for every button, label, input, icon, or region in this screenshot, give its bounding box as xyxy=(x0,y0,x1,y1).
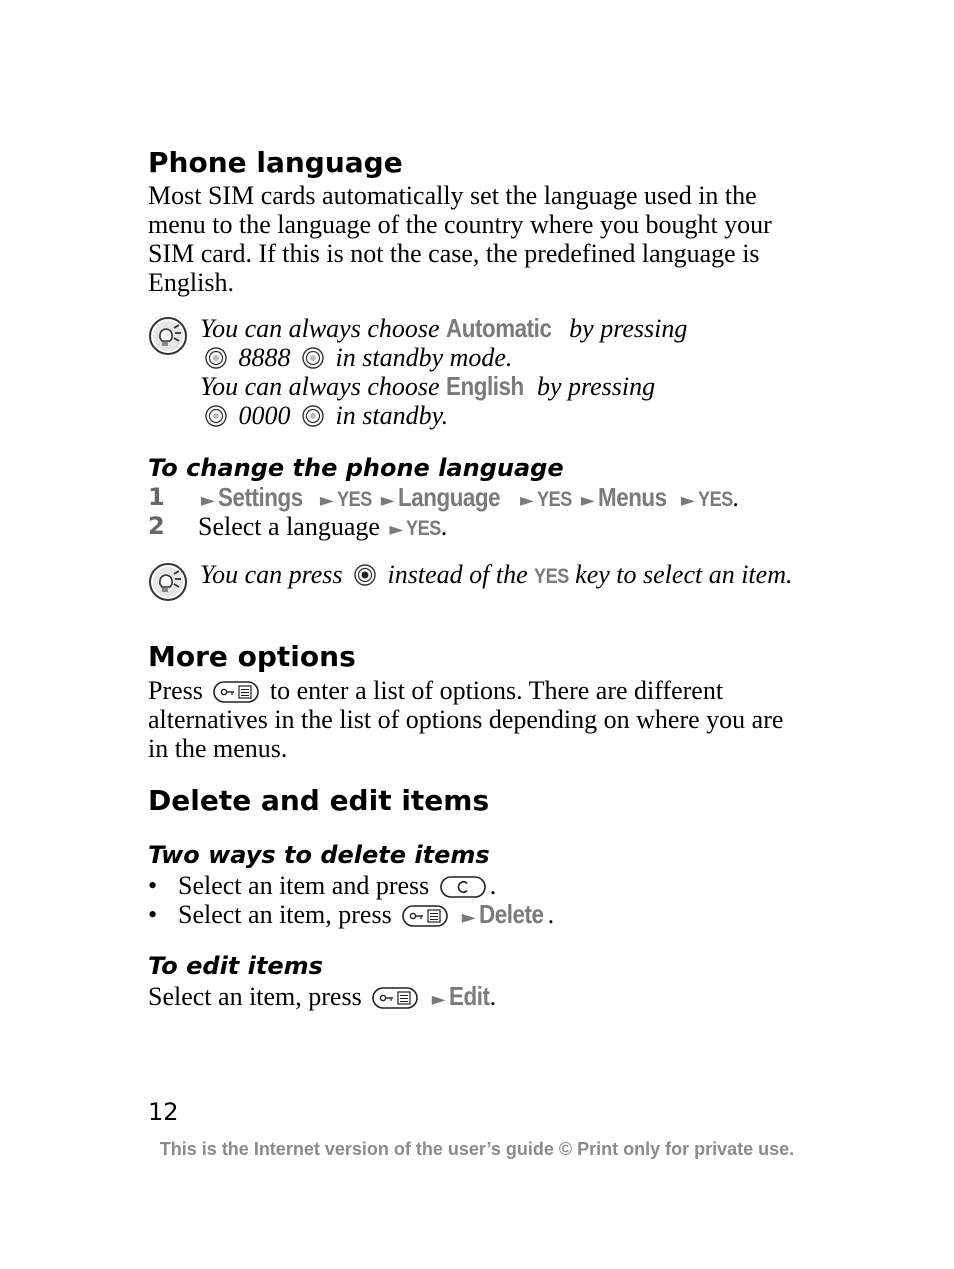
bullet-2-text: Select an item, press xyxy=(178,900,392,929)
code-8888: 8888 xyxy=(238,343,291,372)
arrow-icon: ► xyxy=(519,490,534,511)
period: . xyxy=(547,900,555,929)
tip-automatic-post: in standby mode. xyxy=(335,343,513,372)
more-options-pre: Press xyxy=(148,676,203,705)
options-key-icon xyxy=(402,905,448,927)
menu-language: Language xyxy=(397,482,500,512)
joystick-icon xyxy=(204,404,228,428)
tip-language-shortcuts xyxy=(148,314,800,430)
bullet-delete-c xyxy=(148,871,818,900)
bullet-delete-menu xyxy=(148,900,818,932)
period: . xyxy=(732,483,739,512)
arrow-icon: ► xyxy=(201,490,215,511)
tip-lightbulb-icon xyxy=(148,316,188,356)
arrow-icon: ► xyxy=(461,907,476,928)
delete-edit-heading: Delete and edit items xyxy=(148,784,490,817)
phone-language-heading: Phone language xyxy=(148,146,403,179)
more-options-body xyxy=(148,676,788,763)
change-language-heading: To change the phone language xyxy=(148,454,564,482)
keyword-english: English xyxy=(446,371,524,401)
page-number: 12 xyxy=(148,1098,179,1126)
bullet-1-text: Select an item and press xyxy=(178,871,430,900)
arrow-icon: ► xyxy=(389,519,404,540)
tip-english-mid: by pressing xyxy=(536,372,656,401)
joystick-icon xyxy=(301,346,325,370)
step-number: 1 xyxy=(148,483,165,511)
options-key-icon xyxy=(213,681,259,703)
two-ways-heading: Two ways to delete items xyxy=(148,841,490,869)
keyword-automatic: Automatic xyxy=(446,313,552,343)
tip-english xyxy=(200,372,800,430)
menu-edit: Edit xyxy=(448,981,490,1011)
key-yes: YES xyxy=(697,488,733,511)
key-yes: YES xyxy=(336,488,372,511)
more-options-heading: More options xyxy=(148,640,356,673)
key-yes: YES xyxy=(536,488,572,511)
edit-items-heading: To edit items xyxy=(148,952,323,980)
footer-notice: This is the Internet version of the user’s guide © Print only for private use. xyxy=(159,1139,795,1159)
period: . xyxy=(440,512,448,541)
step-2 xyxy=(148,512,878,544)
tip-english-pre: You can always choose xyxy=(200,372,440,401)
joystick-center-icon xyxy=(353,563,377,587)
phone-language-body: Most SIM cards automatically set the language used in the menu to the language of the country where you bought your SIM card. If this is not the case, the predefined language is English. xyxy=(148,181,772,297)
edit-text: Select an item, press xyxy=(148,982,362,1011)
joystick-icon xyxy=(301,404,325,428)
more-options-post: to enter a list of options. There are different alternatives in the list of options depending on where you are in the menus. xyxy=(148,676,784,763)
tip-joystick-select xyxy=(148,560,800,591)
period: . xyxy=(489,982,497,1011)
key-yes: YES xyxy=(534,565,569,588)
menu-menus: Menus xyxy=(597,482,667,512)
tip-english-post: in standby. xyxy=(335,401,449,430)
menu-delete: Delete xyxy=(478,899,544,929)
options-key-icon xyxy=(372,987,418,1009)
code-0000: 0000 xyxy=(238,401,291,430)
c-key-icon xyxy=(440,876,486,898)
tip-automatic-pre: You can always choose xyxy=(200,314,440,343)
joystick-icon xyxy=(204,346,228,370)
tip-automatic-mid: by pressing xyxy=(569,314,688,343)
tip-automatic xyxy=(200,314,800,372)
arrow-icon: ► xyxy=(431,989,446,1010)
tip-post: key to select an item. xyxy=(575,560,793,589)
arrow-icon: ► xyxy=(319,490,334,511)
tip-mid: instead of the xyxy=(387,560,528,589)
tip-pre: You can press xyxy=(200,560,343,589)
step-1 xyxy=(148,483,878,515)
edit-items-text xyxy=(148,982,788,1014)
arrow-icon: ► xyxy=(380,490,395,511)
tip-lightbulb-icon xyxy=(148,562,188,602)
menu-settings: Settings xyxy=(217,482,303,512)
arrow-icon: ► xyxy=(580,490,595,511)
step-number: 2 xyxy=(148,512,165,540)
key-yes: YES xyxy=(406,517,442,540)
arrow-icon: ► xyxy=(681,490,695,511)
period: . xyxy=(489,871,497,900)
step-2-text: Select a language xyxy=(198,512,380,541)
